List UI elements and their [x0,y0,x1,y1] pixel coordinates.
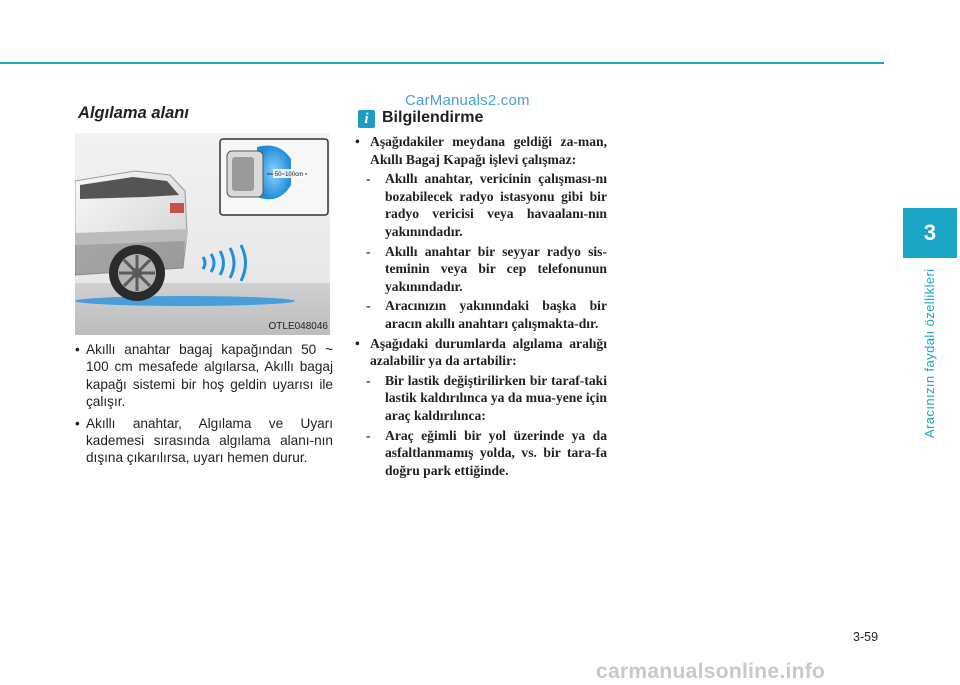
bullet-dot: • [75,415,80,431]
section-title: Algılama alanı [78,104,189,122]
sub-item-text: Akıllı anahtar, vericinin çalışması-nı bozabilecek radyo istasyonu gibi bir radyo vericisi veya havaalanı-nın yakınındadır. [385,171,607,239]
info-body [355,133,607,481]
chapter-title: Aracınızın faydalı özellikleri [922,268,937,438]
list-item [75,341,333,411]
sub-item-text: Araç eğimli bir yol üzerinde ya da asfaltlanmamış yolda, vs. bir tara-fa doğru park ettiğinde. [385,427,607,478]
car-illustration [75,133,330,335]
sub-item-text: Bir lastik değiştirilirken bir taraf-taki lastik kaldırılınca ya da mua-yene için araç kaldırılınca: [385,372,607,423]
list-item [75,415,333,467]
sub-item-text: Akıllı anahtar bir seyyar radyo sis-teminin veya bir cep telefonunun yakınındadır. [385,243,607,294]
chapter-title-vertical [922,263,942,438]
bullet-dot: • [75,342,80,357]
distance-label: 50~100cm [274,172,304,178]
watermark-top[interactable]: CarManuals2.com [405,92,530,109]
sub-item: - Akıllı anahtar, vericinin çalışması-nı bozabilecek radyo istasyonu gibi bir radyo vericisi veya havaalanı-nın yakınındadır. [366,171,607,239]
chapter-tab: 3 [903,208,957,258]
info-title: Bilgilendirme [382,109,484,126]
bullet-dot: • [355,134,360,149]
sub-item: - Aracınızın yakınındaki başka bir aracın akıllı anahtarı çalışmakta-dır. [366,298,607,331]
info-icon: i [358,110,375,128]
sub-item: - Araç eğimli bir yol üzerinde ya da asfaltlanmamış yolda, vs. bir tara-fa doğru park ettiğinde. [366,427,607,478]
sub-item-text: Aracınızın yakınındaki başka bir aracın akıllı anahtarı çalışmakta-dır. [385,298,607,331]
page-number: 3-59 [853,630,879,644]
detection-bullets [75,341,333,471]
watermark-bottom[interactable]: carmanualsonline.info [596,660,826,683]
figure-code: OTLE048046 [268,321,328,332]
sub-item: - Bir lastik değiştirilirken bir taraf-taki lastik kaldırılınca ya da mua-yene için araç kaldırılınca: [366,372,607,423]
sub-item: - Akıllı anahtar bir seyyar radyo sis-teminin veya bir cep telefonunun yakınındadır. [366,243,607,294]
bullet-text: Akıllı anahtar, Algılama ve Uyarı kademesi sırasında algılama alanı-nın dışına çıkarılırsa, uyarı hemen durur. [86,415,333,466]
list-item [355,133,607,333]
bullet-dot: • [355,335,360,351]
bullet-text: Akıllı anahtar bagaj kapağından 50 ~ 100 cm mesafede algılarsa, Akıllı bagaj kapağı sistemi bir hoş geldin uyarısı ile çalışır. [86,342,333,410]
item-text: Aşağıdakiler meydana geldiği za-man, Akıllı Bagaj Kapağı işlevi çalışmaz: [370,134,607,167]
ground-zone-line [75,296,295,306]
list-item [355,335,607,480]
header-rule [0,62,884,64]
item-text: Aşağıdaki durumlarda algılama aralığı azalabilir ya da artabilir: [370,335,607,369]
detection-area-figure [75,133,330,335]
